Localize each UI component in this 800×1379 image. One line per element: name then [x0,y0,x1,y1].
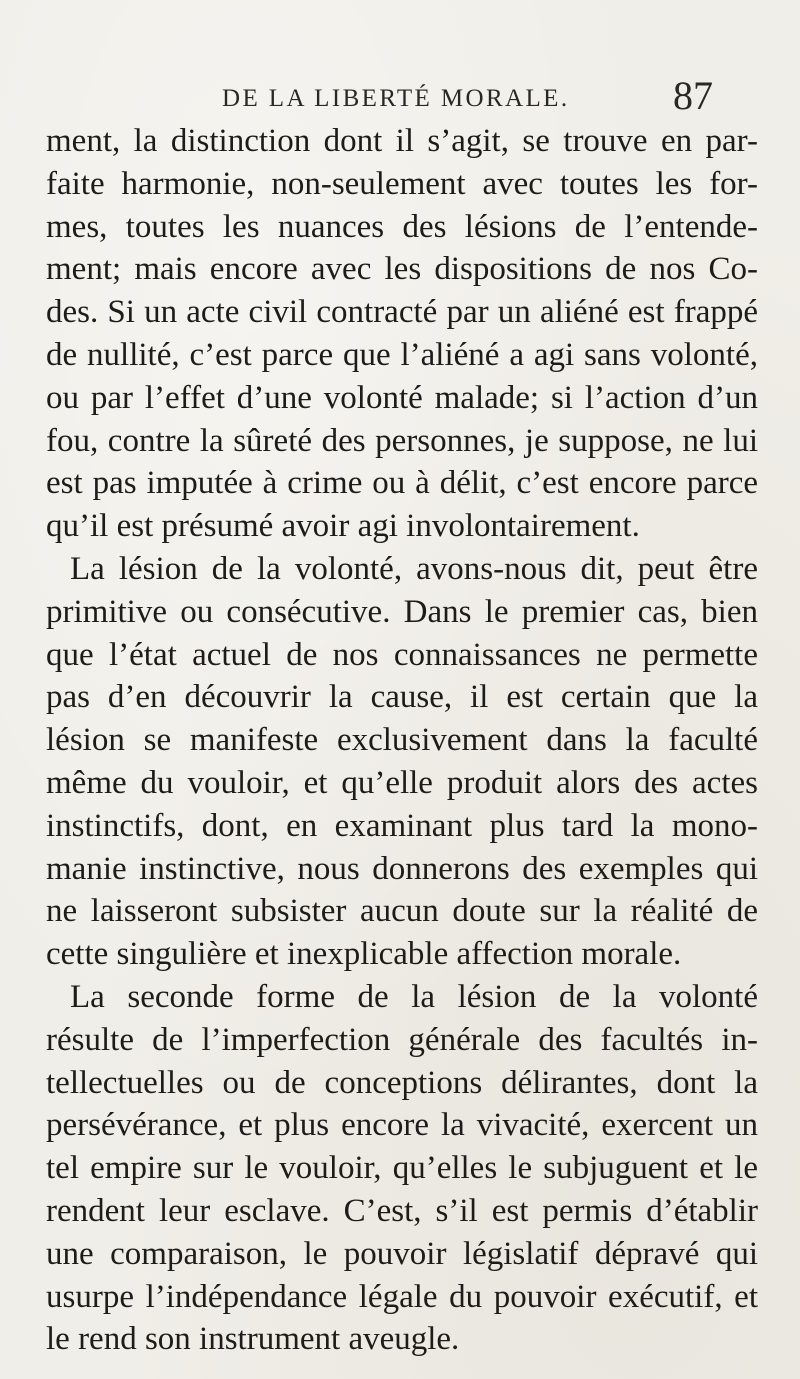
text-line: résulte de l’imperfection générale des facultés in- [46,1021,758,1058]
text-line: tellectuelles ou de conceptions délirantes, dont la [46,1064,758,1101]
text-line: même du vouloir, et qu’elle produit alors des actes [46,764,758,801]
text-line: cette singulière et inexplicable affection morale. [46,936,682,973]
running-head [0,73,800,124]
text-line: mes, toutes les nuances des lésions de l’entende- [46,208,758,245]
text-line: pas d’en découvrir la cause, il est certain que la [46,679,758,716]
text-line: tel empire sur le vouloir, qu’elles le subjuguent et le [46,1150,758,1187]
text-line: primitive ou consécutive. Dans le premier cas, bien [46,593,758,630]
page-number: 87 [673,73,713,118]
text-line: La lésion de la volonté, avons-nous dit, peut être [70,550,758,587]
text-line: le rend son instrument aveugle. [46,1321,460,1358]
text-line: faite harmonie, non-seulement avec toutes les for- [46,165,758,202]
text-line: persévérance, et plus encore la vivacité, exercent un [46,1107,758,1144]
text-line: ou par l’effet d’une volonté malade; si l’action d’un [46,379,758,416]
text-line: est pas imputée à crime ou à délit, c’est encore parce [46,465,758,502]
text-line: qu’il est présumé avoir agi involontairement. [46,508,640,545]
text-line: ne laisseront subsister aucun doute sur la réalité de [46,893,758,930]
text-line: fou, contre la sûreté des personnes, je suppose, ne lui [46,422,758,459]
text-line: de nullité, c’est parce que l’aliéné a agi sans volonté, [46,336,758,373]
text-line: rendent leur esclave. C’est, s’il est permis d’établir [46,1192,758,1229]
text-line: une comparaison, le pouvoir législatif dépravé qui [46,1235,758,1272]
text-line: manie instinctive, nous donnerons des exemples qui [46,850,758,887]
text-line: lésion se manifeste exclusivement dans la faculté [46,722,758,759]
running-title: DE LA LIBERTÉ MORALE. [222,85,570,112]
text-line: que l’état actuel de nos connaissances ne permette [46,636,758,673]
text-line: des. Si un acte civil contracté par un aliéné est frappé [46,294,758,331]
text-line: ment, la distinction dont il s’agit, se trouve en par- [46,123,758,159]
text-line: La seconde forme de la lésion de la volonté [70,978,758,1015]
text-line: instinctifs, dont, en examinant plus tard la mono- [46,807,758,844]
body-text [46,120,758,1361]
text-line: ment; mais encore avec les dispositions de nos Co- [46,251,758,288]
text-line: usurpe l’indépendance légale du pouvoir exécutif, et [46,1278,758,1315]
